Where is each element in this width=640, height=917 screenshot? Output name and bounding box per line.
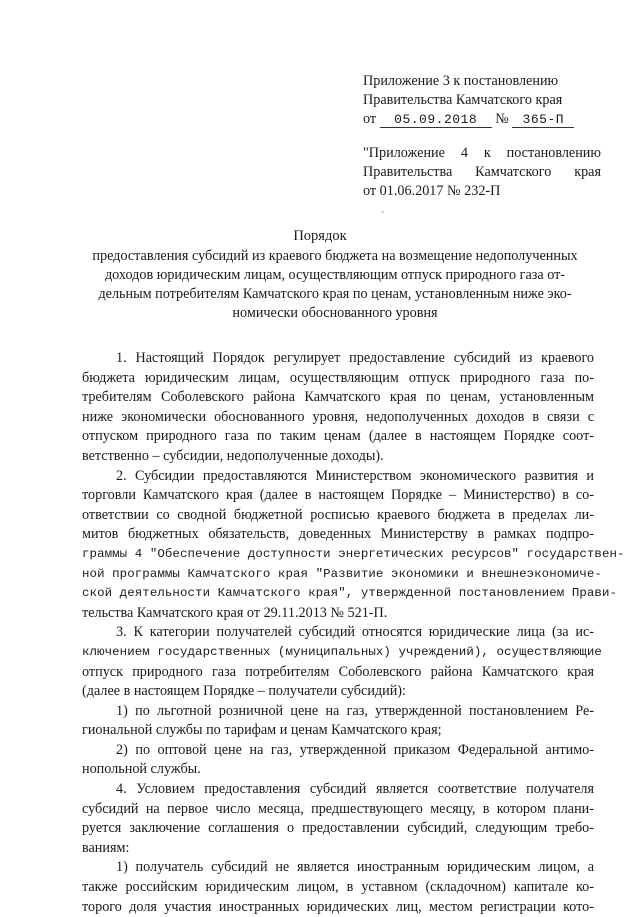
body-line: митов бюджетных обязательств, доведенных Министерству в рамках подпро- — [82, 526, 594, 543]
document-title: Порядок — [293, 228, 347, 244]
body-line: 2) по оптовой цене на газ, утвержденной приказом Федеральной антимо- — [116, 741, 594, 758]
body-line: 4. Условием предоставления субсидий является соответствие получателя — [116, 781, 594, 798]
body-line: отпуск природного газа потребителям Соболевского района Камчатского края — [82, 663, 594, 680]
previous-line-2: Правительства Камчатского края — [363, 164, 601, 180]
subtitle-line-3: дельным потребителям Камчатского края по ценам, установленным ниже эко- — [98, 286, 572, 302]
number-label: № — [495, 111, 509, 127]
body-line: (далее в настоящем Порядке – получатели субсидий): — [82, 683, 406, 700]
appendix-date-number-line — [363, 110, 608, 129]
document-body — [82, 349, 625, 917]
body-line: торого доля участия иностранных юридических лиц, местом регистрации кото- — [82, 898, 594, 915]
body-line: ваниям: — [82, 839, 130, 856]
body-line: торговли Камчатского края (далее в настоящем Порядке – Министерство) в со- — [82, 487, 594, 504]
body-line: 2. Субсидии предоставляются Министерством экономического развития и — [116, 467, 594, 484]
body-line: ниже экономически обоснованного уровня, недополученных доходов в связи с — [82, 408, 594, 425]
from-label: от — [363, 111, 377, 127]
appendix-line-2: Правительства Камчатского края — [363, 92, 563, 108]
decree-number: 365-П — [512, 112, 574, 128]
subtitle-line-1: предоставления субсидий из краевого бюджета на возмещение недополученных — [92, 248, 578, 264]
body-line: субсидий на первое число месяца, предшествующего месяцу, в котором плани- — [82, 800, 594, 817]
body-line: 1) по льготной розничной цене на газ, утвержденной постановлением Ре- — [116, 702, 594, 719]
body-line: ответствии со сводной бюджетной росписью краевого бюджета в пределах ли- — [82, 506, 594, 523]
body-line: 1. Настоящий Порядок регулирует предоставление субсидий из краевого — [116, 350, 594, 366]
body-line: тельства Камчатского края от 29.11.2013 № 521-П. — [82, 604, 388, 621]
body-line: ключением государственных (муниципальных) учреждений), осуществляющие — [82, 644, 602, 659]
previous-line-3: от 01.06.2017 № 232-П — [363, 183, 501, 199]
subtitle-line-2: доходов юридическим лицам, осуществляющим отпуск природного газа от- — [104, 267, 566, 283]
body-line: также российским юридическим лицом, в уставном (складочном) капитале ко- — [82, 879, 594, 896]
subtitle-line-4: номически обоснованного уровня — [232, 305, 438, 321]
previous-appendix-reference — [363, 144, 601, 201]
appendix-header — [363, 72, 608, 129]
body-line: отпуском природного газа по таким ценам (далее в настоящем Порядке соот- — [82, 428, 594, 445]
body-line: нопольной службы. — [82, 761, 201, 778]
decree-date: 05.09.2018 — [380, 112, 492, 128]
scan-speck: ' — [382, 210, 384, 221]
body-line: ветственно – субсидии, недополученные доходы). — [82, 447, 384, 464]
document-subtitle — [84, 247, 586, 323]
body-line: 1) получатель субсидий не является иностранным юридическим лицом, а — [116, 859, 594, 876]
body-line: ской деятельности Камчатского края", утвержденной постановлением Прави- — [82, 586, 618, 601]
body-line: ной программы Камчатского края "Развитие экономики и внешнеэкономиче- — [82, 566, 602, 581]
body-line: гиональной службы по тарифам и ценам Камчатского края; — [82, 722, 442, 739]
body-line: 3. К категории получателей субсидий относятся юридические лица (за ис- — [116, 624, 594, 641]
body-line: граммы 4 "Обеспечение доступности энергетических ресурсов" государствен- — [82, 546, 625, 561]
body-line: бюджета юридическим лицам, осуществляющим отпуск природного газа по- — [82, 369, 594, 386]
appendix-line-1: Приложение 3 к постановлению — [363, 73, 559, 89]
previous-line-1: "Приложение 4 к постановлению — [363, 145, 601, 161]
body-line: требителям Соболевского района Камчатского края по ценам, установленным — [82, 389, 594, 406]
body-line: руется заключение соглашения о предоставлении субсидий, следующим требо- — [82, 820, 594, 837]
